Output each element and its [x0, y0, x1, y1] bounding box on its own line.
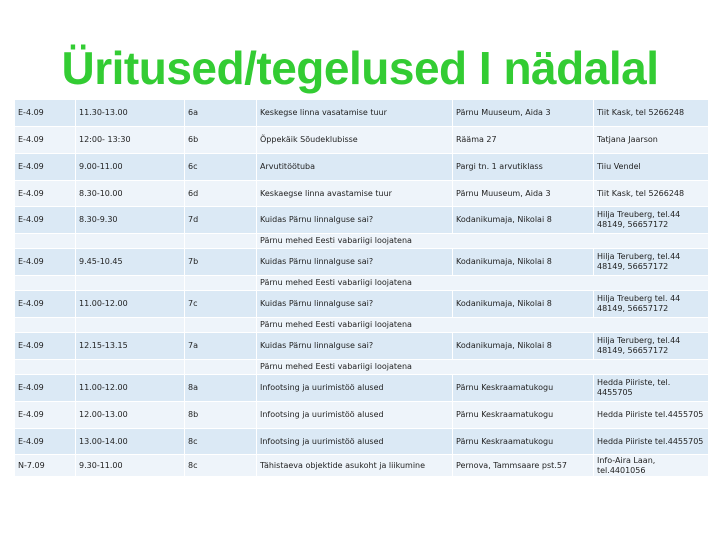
time-cell: 9.00-11.00	[76, 154, 185, 181]
event-cell: Kuidas Pärnu linnalguse sai?	[257, 291, 453, 318]
contact-cell: Hedda Piiriste tel.4455705	[594, 429, 709, 455]
class-cell: 8c	[185, 455, 257, 477]
contact-cell: Hedda Piiriste, tel. 4455705	[594, 375, 709, 402]
class-cell: 6c	[185, 154, 257, 181]
note-text: Pärnu mehed Eesti vabariigi loojatena	[257, 360, 709, 375]
day-cell: E-4.09	[15, 402, 76, 429]
table-row	[15, 181, 709, 207]
table-row	[15, 429, 709, 455]
time-cell: 12.00-13.00	[76, 402, 185, 429]
time-cell: 9.30-11.00	[76, 455, 185, 477]
day-cell: E-4.09	[15, 291, 76, 318]
day-cell: E-4.09	[15, 154, 76, 181]
contact-cell: Hedda Piiriste tel.4455705	[594, 402, 709, 429]
table-row	[15, 375, 709, 402]
day-cell: E-4.09	[15, 127, 76, 154]
table-row	[15, 333, 709, 360]
class-cell: 6b	[185, 127, 257, 154]
place-cell: Pärnu Muuseum, Aida 3	[453, 181, 594, 207]
note-text: Pärnu mehed Eesti vabariigi loojatena	[257, 234, 709, 249]
page-title: Üritused/tegelused I nädalal	[61, 42, 659, 94]
schedule-table	[14, 99, 709, 477]
place-cell: Pärnu Keskraamatukogu	[453, 375, 594, 402]
event-cell: Keskaegse linna avastamise tuur	[257, 181, 453, 207]
time-cell: 11.00-12.00	[76, 375, 185, 402]
day-cell: E-4.09	[15, 207, 76, 234]
table-note-row	[15, 234, 709, 249]
event-cell: Infootsing ja uurimistöö alused	[257, 402, 453, 429]
place-cell: Kodanikumaja, Nikolai 8	[453, 207, 594, 234]
table-row	[15, 207, 709, 234]
contact-cell: Tiit Kask, tel 5266248	[594, 181, 709, 207]
time-cell: 9.45-10.45	[76, 249, 185, 276]
day-cell: E-4.09	[15, 429, 76, 455]
table-note-row	[15, 318, 709, 333]
class-cell: 7a	[185, 333, 257, 360]
place-cell: Rääma 27	[453, 127, 594, 154]
place-cell: Pernova, Tammsaare pst.57	[453, 455, 594, 477]
class-cell: 7b	[185, 249, 257, 276]
event-cell: Kuidas Pärnu linnalguse sai?	[257, 207, 453, 234]
time-cell: 11.00-12.00	[76, 291, 185, 318]
event-cell: Tähistaeva objektide asukoht ja liikumine	[257, 455, 453, 477]
place-cell: Pärnu Keskraamatukogu	[453, 429, 594, 455]
event-cell: Kuidas Pärnu linnalguse sai?	[257, 249, 453, 276]
time-cell: 12.15-13.15	[76, 333, 185, 360]
note-text: Pärnu mehed Eesti vabariigi loojatena	[257, 276, 709, 291]
time-cell: 8.30-10.00	[76, 181, 185, 207]
place-cell: Kodanikumaja, Nikolai 8	[453, 291, 594, 318]
table-row	[15, 100, 709, 127]
day-cell: N-7.09	[15, 455, 76, 477]
place-cell: Pärnu Muuseum, Aida 3	[453, 100, 594, 127]
class-cell: 8c	[185, 429, 257, 455]
class-cell: 6a	[185, 100, 257, 127]
day-cell: E-4.09	[15, 333, 76, 360]
event-cell: Kuidas Pärnu linnalguse sai?	[257, 333, 453, 360]
class-cell: 7c	[185, 291, 257, 318]
table-row	[15, 291, 709, 318]
table-row	[15, 127, 709, 154]
contact-cell: Info-Aira Laan, tel.4401056	[594, 455, 709, 477]
table-row	[15, 154, 709, 181]
event-cell: Arvutitöötuba	[257, 154, 453, 181]
place-cell: Kodanikumaja, Nikolai 8	[453, 333, 594, 360]
time-cell: 8.30-9.30	[76, 207, 185, 234]
place-cell: Pärnu Keskraamatukogu	[453, 402, 594, 429]
class-cell: 8a	[185, 375, 257, 402]
place-cell: Pargi tn. 1 arvutiklass	[453, 154, 594, 181]
place-cell: Kodanikumaja, Nikolai 8	[453, 249, 594, 276]
table-row	[15, 455, 709, 477]
note-text: Pärnu mehed Eesti vabariigi loojatena	[257, 318, 709, 333]
table-row	[15, 402, 709, 429]
table-note-row	[15, 360, 709, 375]
time-cell: 13.00-14.00	[76, 429, 185, 455]
contact-cell: Hilja Teruberg, tel.44 48149, 56657172	[594, 249, 709, 276]
contact-cell: Tatjana Jaarson	[594, 127, 709, 154]
time-cell: 11.30-13.00	[76, 100, 185, 127]
day-cell: E-4.09	[15, 181, 76, 207]
table-note-row	[15, 276, 709, 291]
event-cell: Õppekäik Sõudeklubisse	[257, 127, 453, 154]
event-cell: Infootsing ja uurimistöö alused	[257, 375, 453, 402]
contact-cell: Hilja Treuberg, tel.44 48149, 56657172	[594, 207, 709, 234]
day-cell: E-4.09	[15, 249, 76, 276]
contact-cell: Hilja Treuberg tel. 44 48149, 56657172	[594, 291, 709, 318]
class-cell: 8b	[185, 402, 257, 429]
table-row	[15, 249, 709, 276]
event-cell: Infootsing ja uurimistöö alused	[257, 429, 453, 455]
event-cell: Keskegse linna vasatamise tuur	[257, 100, 453, 127]
class-cell: 7d	[185, 207, 257, 234]
class-cell: 6d	[185, 181, 257, 207]
contact-cell: Tiiu Vendel	[594, 154, 709, 181]
time-cell: 12:00- 13:30	[76, 127, 185, 154]
contact-cell: Tiit Kask, tel 5266248	[594, 100, 709, 127]
day-cell: E-4.09	[15, 375, 76, 402]
contact-cell: Hilja Teruberg, tel.44 48149, 56657172	[594, 333, 709, 360]
day-cell: E-4.09	[15, 100, 76, 127]
